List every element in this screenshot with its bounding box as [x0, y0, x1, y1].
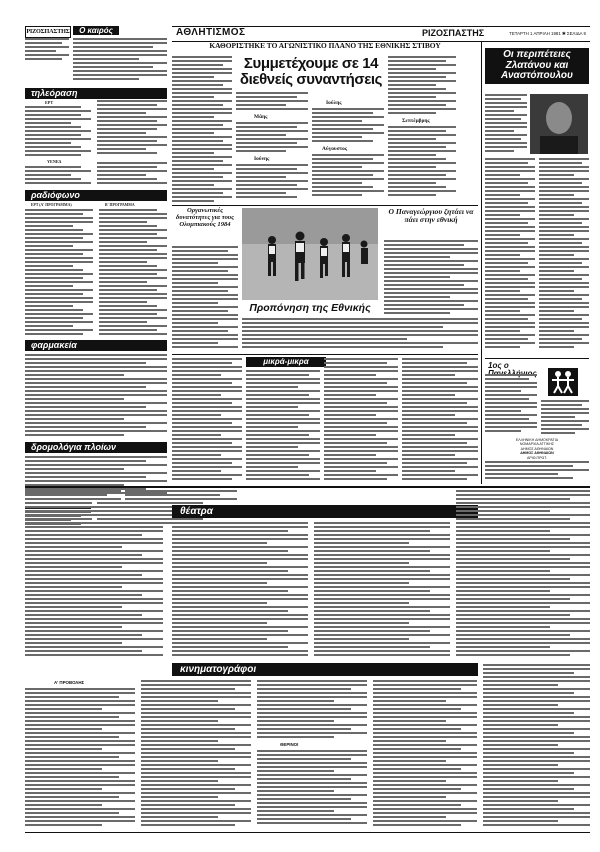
notice-line-4: ΔΗΜΟΣ ΑΘΗΝΑΙΩΝ [520, 451, 554, 456]
radio-b-label: Β' ΠΡΟΓΡΑΜΜΑ [105, 203, 135, 207]
month-august: Αύγουστος [322, 146, 348, 152]
mikra-heading: μικρά-μικρα [246, 357, 326, 367]
top-headline: ΚΑΘΟΡΙΣΤΗΚΕ ΤΟ ΑΓΩΝΙΣΤΙΚΟ ΠΛΑΝΟ ΤΗΣ ΕΘΝΙΚΗΣ ΣΤΙΒΟΥ [209, 41, 441, 50]
weather-heading: Ο καιρός [73, 26, 119, 35]
notice-line-1: ΕΛΛΗΝΙΚΗ ΔΗΜΟΚΡΑΤΙΑ [515, 438, 559, 442]
pharmacy-heading: φαρμακεία [25, 340, 167, 351]
masthead-logo: ΡΙΖΟΣΠΑΣΤΗΣ [25, 26, 71, 38]
notice-line-5: ΑΡΙΘ.ΠΡΩΤ. [526, 455, 548, 460]
notice-line-3: ΔΗΜΟΣ ΑΘΗΝΑΙΩΝ [520, 446, 554, 451]
training-photo [242, 208, 378, 300]
cinema-first-run-label: Α' ΠΡΟΒΟΛΗΣ [54, 680, 85, 685]
month-june: Ιούνης [254, 156, 270, 162]
section-title: ΑΘΛΗΤΙΣΜΟΣ [176, 27, 246, 38]
panegirios-headline: Ο Παναγεώργιου ζητάει να πάει στην εθνική [388, 207, 474, 224]
tv-heading: τηλεόραση [25, 88, 167, 99]
photo-caption: Προπόνηση της Εθνικής [249, 302, 371, 314]
right-headline: Οι περιπέτειες Ζλατάνου και Αναστόπουλου [485, 48, 589, 84]
tv-ert-label: ΕΡΤ [45, 100, 54, 105]
radio-heading: ραδιόφωνο [25, 190, 167, 201]
month-september: Σεπτέμβρης [402, 118, 430, 124]
tv-yened-label: ΥΕΝΕΔ [47, 159, 62, 164]
paper-name: ΡΙΖΟΣΠΑΣΤΗΣ [422, 28, 485, 38]
ships-heading: δρομολόγια πλοίων [25, 442, 167, 453]
municipal-notice [485, 438, 589, 484]
main-headline-line-2: διεθνείς συναντήσεις [239, 70, 383, 88]
month-july: Ιούλης [326, 100, 342, 106]
panellinio-headline: 1ος ο [488, 361, 509, 370]
date-line: ΤΕΤΑΡΤΗ 1 ΑΠΡΙΛΗ 1981 ✱ ΣΕΛΙΔΑ 9 [509, 31, 586, 36]
main-headline [236, 56, 386, 88]
main-headline-line-1: Συμμετέχουμε σε 14 [243, 55, 379, 72]
pictogram-icon [548, 368, 578, 396]
portrait-photo [530, 94, 588, 154]
sports-header [172, 26, 590, 42]
radio-a-label: ΕΡΤ (Α' ΠΡΟΓΡΑΜΜΑ) [31, 203, 72, 207]
cinema-summer-label: ΘΕΡΙΝΟΙ [280, 742, 299, 747]
theatre-heading: θέατρα [172, 505, 478, 518]
training-photo-image [242, 208, 378, 300]
portrait-image [530, 94, 588, 154]
month-may: Μάης [254, 114, 268, 120]
cinema-heading: κινηματογράφοι [172, 663, 478, 676]
notice-line-2: ΝΟΜΑΡΧΙΑ ΑΤΤΙΚΗΣ [519, 442, 555, 447]
olympiakos-headline: Οργανωτικές δυνατότητες για τους Ολυμπιακούς 1984 [175, 207, 235, 228]
